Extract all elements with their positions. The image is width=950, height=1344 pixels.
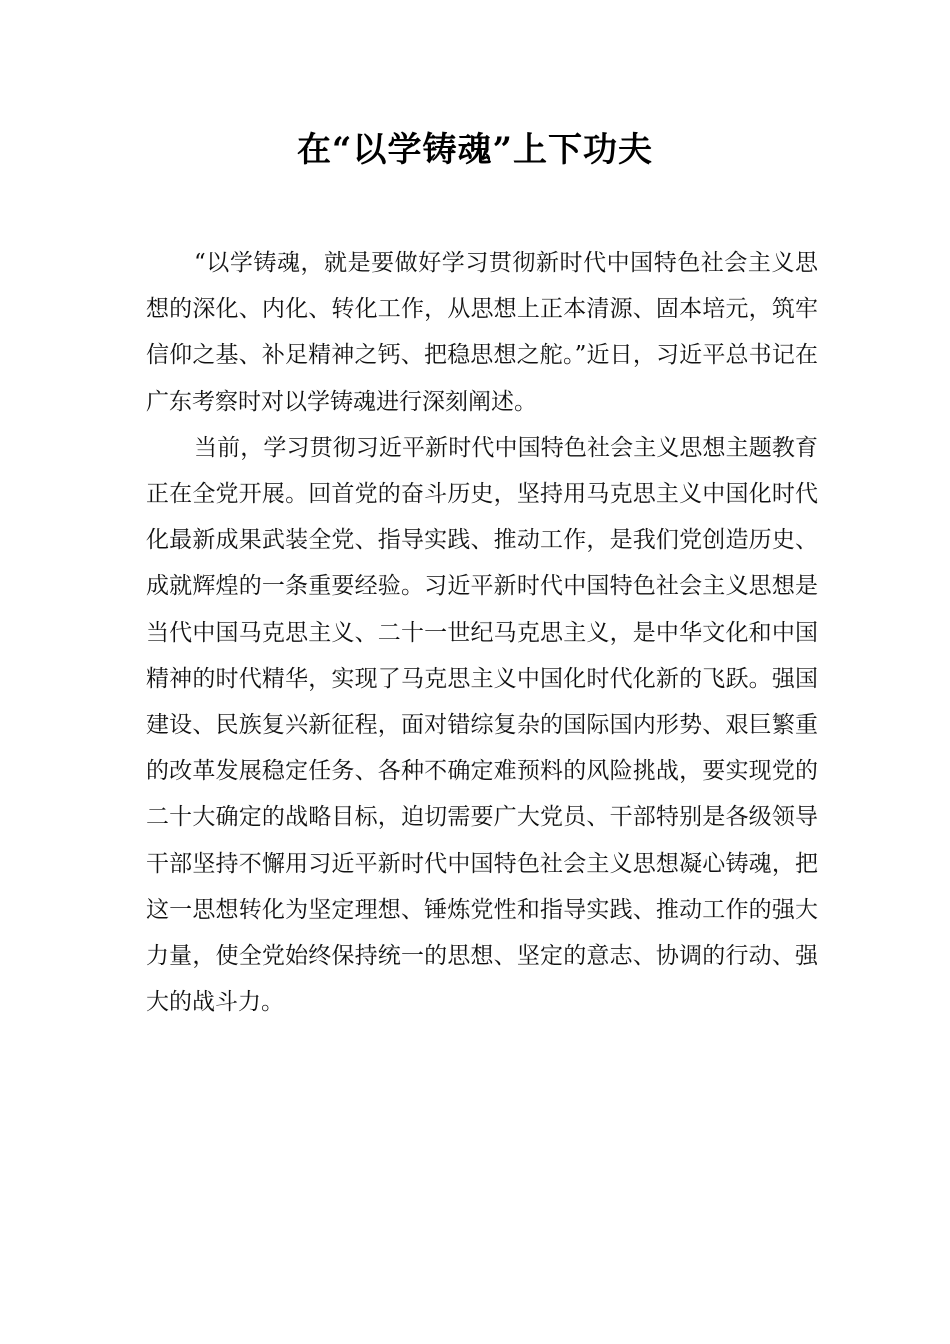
paragraph-2: 当前，学习贯彻习近平新时代中国特色社会主义思想主题教育正在全党开展。回首党的奋斗历史，坚持用马克思主义中国化时代化最新成果武装全党、指导实践、推动工作，是我们党创造历史、成就辉煌的一条重要经验。习近平新时代中国特色社会主义思想是当代中国马克思主义、二十一世纪马克思主义，是中华文化和中国精神的时代精华，实现了马克思主义中国化时代化新的飞跃。强国建设、民族复兴新征程，面对错综复杂的国际国内形势、艰巨繁重的改革发展稳定任务、各种不确定难预料的风险挑战，要实现党的二十大确定的战略目标，迫切需要广大党员、干部特别是各级领导干部坚持不懈用习近平新时代中国特色社会主义思想凝心铸魂，把这一思想转化为坚定理想、锤炼党性和指导实践、推动工作的强大力量，使全党始终保持统一的思想、坚定的意志、协调的行动、强大的战斗力。 xyxy=(146,434,818,1016)
paragraph-1: “以学铸魂，就是要做好学习贯彻新时代中国特色社会主义思想的深化、内化、转化工作，从思想上正本清源、固本培元，筑牢信仰之基、补足精神之钙、把稳思想之舵。”近日，习近平总书记在广东考察时对以学铸魂进行深刻阐述。 xyxy=(146,250,818,415)
document-title: 在“以学铸魂”上下功夫 xyxy=(296,130,654,170)
document-body xyxy=(146,240,818,1025)
